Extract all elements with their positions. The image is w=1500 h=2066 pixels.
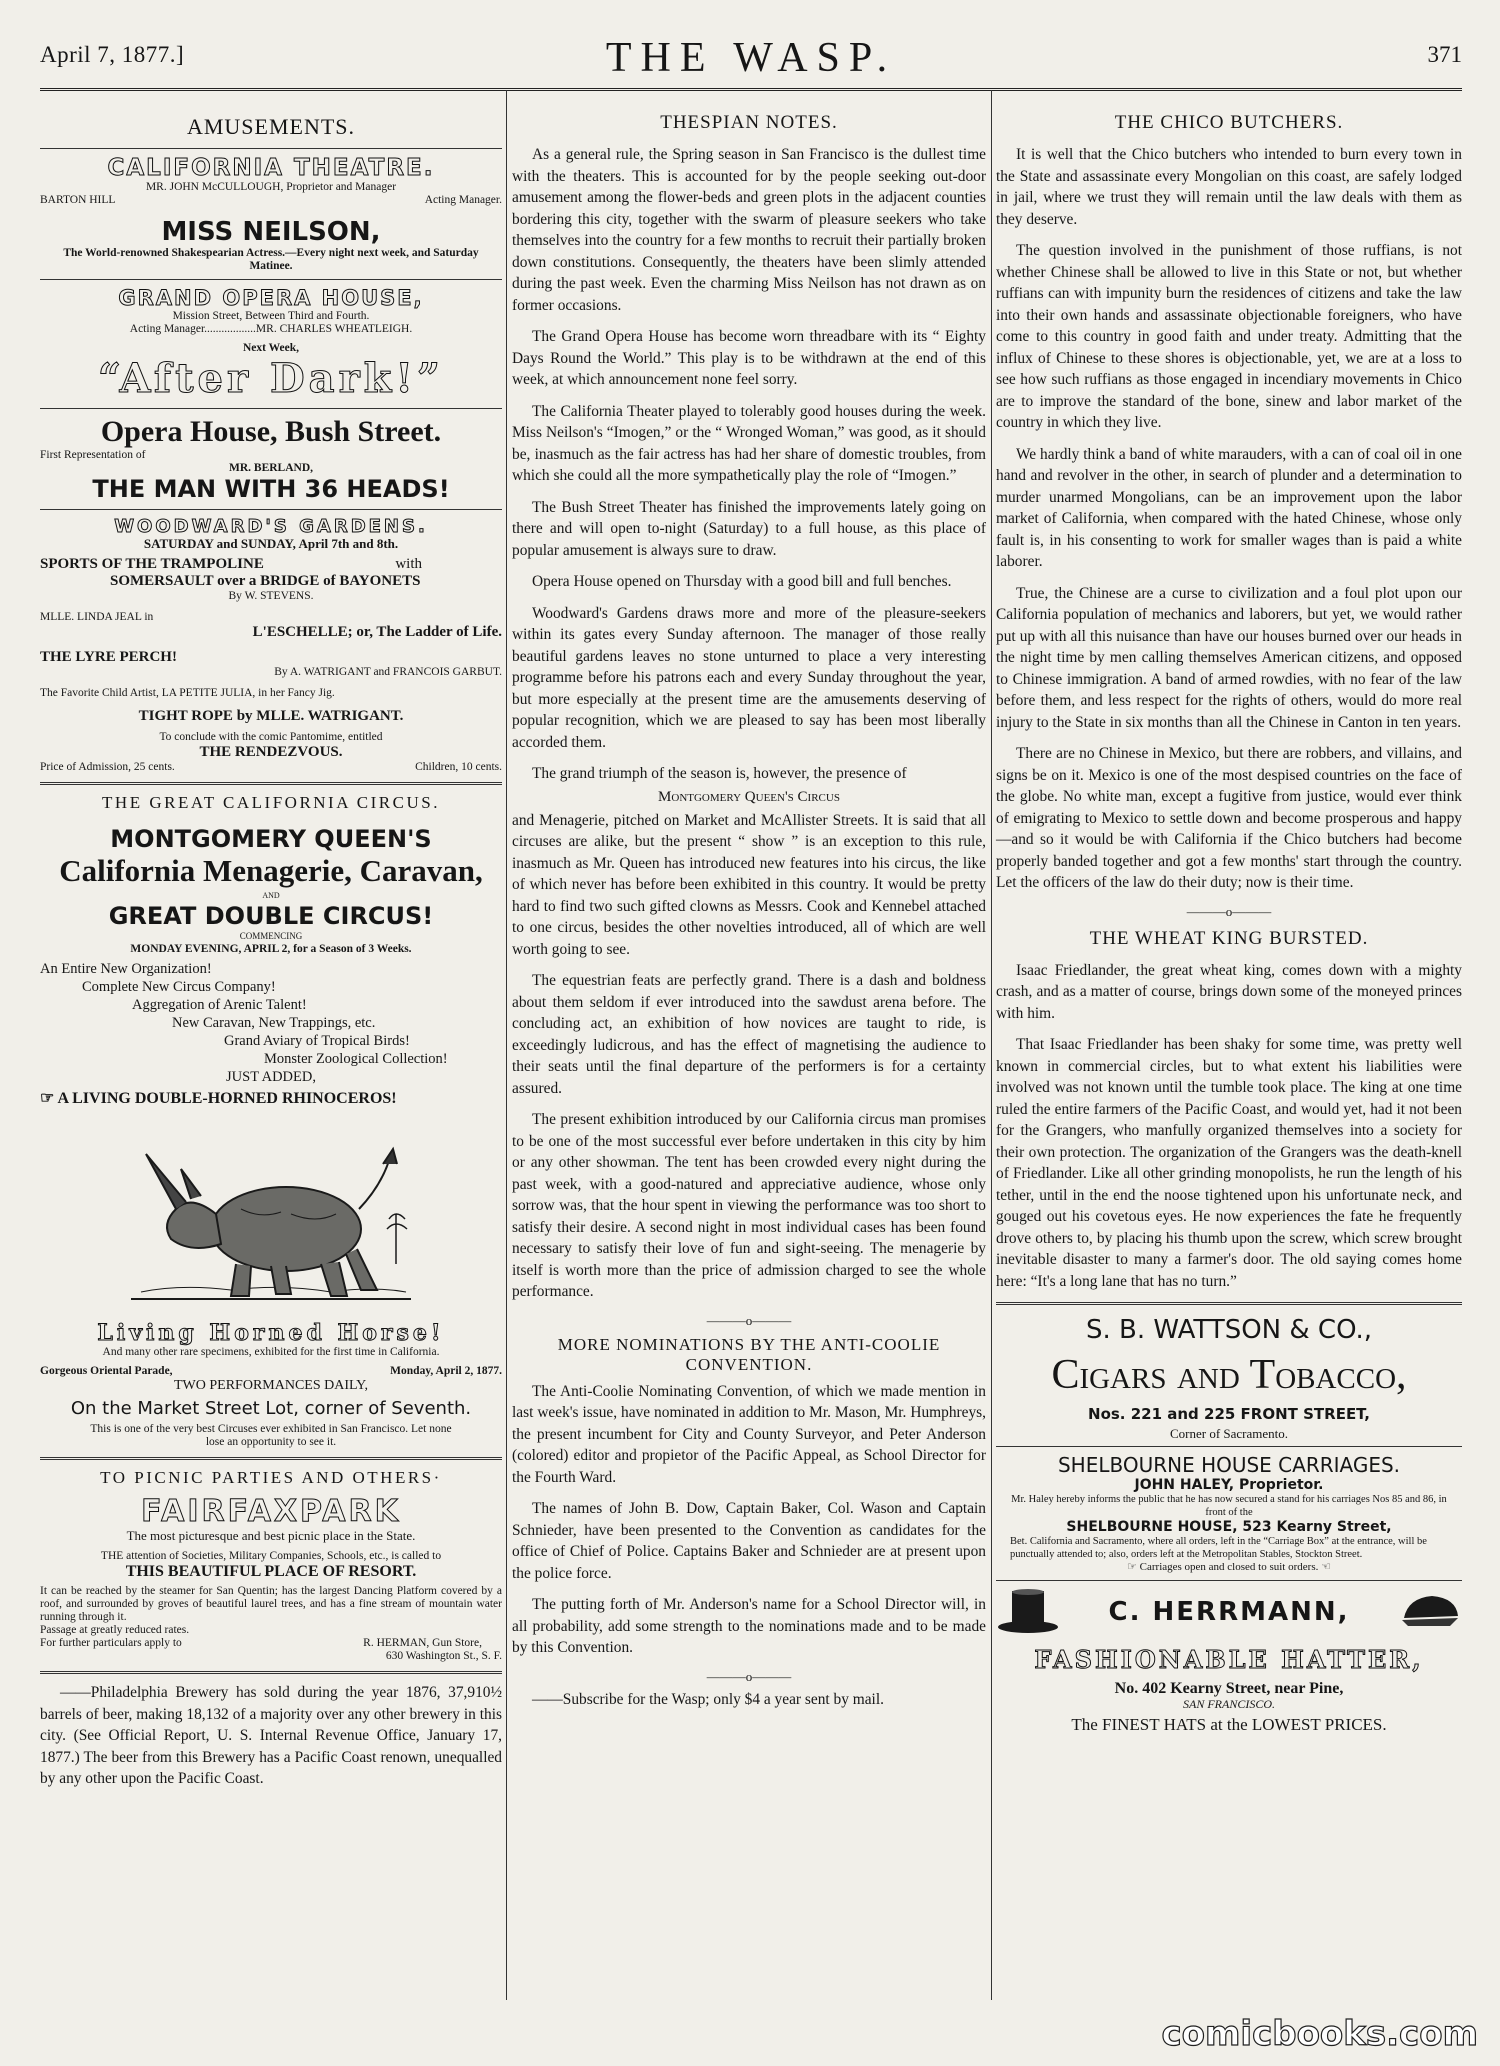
paragraph: The question involved in the punishment of those ruffians, is not whether Chinese shall be allowed to live in this State or not, but whether ruffians can with impunity burn the residences of citizens and take the law into their own hands and assassinate objectionable foreigners, who have come to this country in good faith and under treaty. Admitting that the influx of Chinese to these shores is objectionable, yet, we are at a loss to see how such ruffians as those engaged in incendiary movements in Chico are to improve the standard of the bone, sinew and labor market of the country in which they live. <box>996 242 1462 431</box>
great-double-circus: GREAT DOUBLE CIRCUS! <box>108 902 434 930</box>
market-street-lot: On the Market Street Lot, corner of Seventh. <box>70 1398 472 1419</box>
two-performances: TWO PERFORMANCES DAILY, <box>174 1378 368 1393</box>
grand-manager: Acting Manager..................MR. CHARLES WHEATLEIGH. <box>129 323 413 335</box>
herrmann-name: C. HERRMANN, <box>1108 1597 1350 1627</box>
rare-specimens: And many other rare specimens, exhibited for the first time in California. <box>102 1346 440 1358</box>
paragraph: That Isaac Friedlander has been shaky for some time, was pretty well known in commercial circles, but to what extent his liabilities were involved was not known until the tumble took place. The king at one time ruled the entire farmers of the Pacific Coast, and would yet, had it not been for the Grangers, who manfully organized themselves into a society for their own protection. The organization of the Grangers was the death-knell of Friedlander. Like all other grinding monopolists, he run the length of his tether, until in the end the noose tightened upon his unfortunate neck, and gouged out his covetous eyes. He now experiences the fate he frequently drove others to, by placing his thumb upon the screw, which screw brought inevitable disaster to many a farmer's door. The old saying comes home here: “It's a long lane that has no turn.” <box>996 1036 1462 1290</box>
man-36-heads: THE MAN WITH 36 HEADS! <box>92 475 450 503</box>
list-item: Aggregation of Arenic Talent! <box>132 997 307 1013</box>
picnic-attention: THE attention of Societies, Military Companies, Schools, etc., is called to <box>100 1550 442 1562</box>
manager-role: Acting Manager. <box>424 194 502 206</box>
herrmann-top-row <box>996 1587 1462 1637</box>
opera-house-bush-name: Opera House, Bush Street. <box>100 415 442 448</box>
paragraph: As a general rule, the Spring season in San Francisco is the dullest time with the theaters. This is accounted for by the people seeking out-door amusement among the flower-beds and green plots in the adjacent counties bordering this city, together with the swarm of pleasure seekers who take themselves into the country for a few months to recruit their partially broken down constitutions. Consequently, the theaters have been slimly attended during the past week. Even the charming Miss Neilson has not drawn as on former occasions. <box>512 146 986 314</box>
fashionable-hatter: FASHIONABLE HATTER, <box>1034 1645 1424 1674</box>
list-item: Complete New Circus Company! <box>82 979 276 995</box>
and-word: AND <box>262 891 280 900</box>
paragraph: There are no Chinese in Mexico, but there are robbers, and villains, and signs be on it. Mexico is one of the most despised countries on the face of the globe. No white man, except a fugitive from justice, would ever think of emigrating to Mexico to settle down and become prosperous and happy—and so it would be with California if the Chico butchers had become properly banded together and got a few months' start through the country. Let the officers of the law do their duty; now is their time. <box>996 745 1462 891</box>
manager-name: BARTON HILL <box>40 194 116 206</box>
shelbourne-proprietor: JOHN HALEY, Proprietor. <box>1134 1477 1324 1493</box>
issue-date: April 7, 1877.] <box>40 42 185 67</box>
picnic-sub: The most picturesque and best picnic place in the State. <box>126 1528 416 1543</box>
wattson-corner: Corner of Sacramento. <box>1169 1426 1289 1441</box>
parade-label: Gorgeous Oriental Parade, <box>40 1365 173 1377</box>
somersault-line: SOMERSAULT over a BRIDGE of BAYONETS <box>110 573 421 589</box>
paragraph: The California Theater played to tolerably good houses during the week. Miss Neilson's “Imogen,” or the “ Wronged Woman,” was good, as it should be, inasmuch as the fair actress has had her share of domestic troubles, from which she could all the more sympathetically play the role of “Imogen.” <box>512 402 986 484</box>
paragraph: The grand triumph of the season is, however, the presence of <box>532 765 907 782</box>
stevens-line: By W. STEVENS. <box>228 590 314 602</box>
paragraph: The putting forth of Mr. Anderson's name for a School Director will, in all probability, add some strength to the nominations made and to be made by this Convention. <box>512 1596 986 1656</box>
grand-opera-house-name: GRAND OPERA HOUSE, <box>118 286 424 310</box>
living-horned-horse: Living Horned Horse! <box>97 1320 445 1346</box>
list-item: Monster Zoological Collection! <box>264 1051 448 1067</box>
editorial-column <box>996 104 1462 1735</box>
divider <box>40 1671 502 1674</box>
separator: ———o——— <box>706 1668 792 1684</box>
herrmann-city: SAN FRANCISCO. <box>1183 1697 1275 1711</box>
apply-row <box>40 1637 502 1650</box>
children-price: Children, 10 cents. <box>415 761 502 773</box>
further-particulars: For further particulars apply to <box>40 1637 182 1649</box>
divider <box>996 1302 1462 1305</box>
divider <box>996 1580 1462 1581</box>
woodward-dates: SATURDAY and SUNDAY, April 7th and 8th. <box>143 536 399 551</box>
rhino-headline: ☞ A LIVING DOUBLE-HORNED RHINOCEROS! <box>40 1090 397 1107</box>
finest-hats: The FINEST HATS at the LOWEST PRICES. <box>1071 1715 1387 1734</box>
cigars-tobacco: Cigars and Tobacco, <box>1051 1352 1407 1398</box>
shelbourne-l2: SHELBOURNE HOUSE, 523 Kearny Street, <box>1066 1519 1392 1535</box>
circus-heading: THE GREAT CALIFORNIA CIRCUS. <box>102 793 440 812</box>
pantomime-line: To conclude with the comic Pantomime, entitled <box>159 731 383 743</box>
grand-next-week: Next Week, <box>242 342 299 354</box>
shelbourne-l4: ☞ Carriages open and closed to suit orders. ☜ <box>1127 1561 1331 1573</box>
divider <box>40 279 502 280</box>
montgomery-queens: MONTGOMERY QUEEN'S <box>110 825 432 853</box>
paragraph: Woodward's Gardens draws more and more of the pleasure-seekers within its gates every Sunday afternoon. The manager of those really beautiful gardens leaves no stone unturned to place a very interesting programme before his patrons each and every Sunday throughout the year, but more especially at the present time are the amusements deserving of popular recognition, which we are pleased to say has been most liberally accorded them. <box>512 604 986 751</box>
brewery-note: ——Philadelphia Brewery has sold during the year 1876, 37,910½ barrels of beer, making 18,132 of a majority over any other brewery in this city. (See Official Report, U. S. Internal Revenue Office, January 17, 1877.) The beer from this Brewery has a Pacific Coast renown, unequalled by any other upon the Pacific Coast. <box>40 1684 502 1787</box>
thespian-heading: THESPIAN NOTES. <box>660 112 838 133</box>
divider <box>40 782 502 785</box>
page-number: 371 <box>1427 42 1462 67</box>
cap-icon <box>1398 1590 1462 1634</box>
circus-list <box>40 960 502 1086</box>
paragraph: The equestrian feats are perfectly grand. There is a dash and boldness about them seldom if ever introduced into the sawdust arena before. The concluding act, an exhibition of how novices are taught to ride, is exceedingly ludicrous, and has the effect of magnetising the audience to their seats until the final departure of the performers is for a certainty assured. <box>512 972 986 1097</box>
california-menagerie: California Menagerie, Caravan, <box>59 853 483 888</box>
rendezvous-line: THE RENDEZVOUS. <box>199 744 343 760</box>
source-watermark: comicbooks.com <box>1161 2014 1478 2054</box>
paragraph: and Menagerie, pitched on Market and McAllister Streets. It is said that all circuses are alike, but the present “ show ” is an exception to this rule, inasmuch as Mr. Queen has introduced new features into his circus, the like of which never has before been exhibited in this country. It would be pretty hard to find two such gifted clowns as Messrs. Cook and Kennebel attached to one circus, besides the other novelties introduced, all of which are well worth going to see. <box>512 811 986 958</box>
nominations-heading: MORE NOMINATIONS BY THE ANTI-COOLIE CONVENTION. <box>557 1334 941 1374</box>
trampoline-line: SPORTS OF THE TRAMPOLINE <box>40 556 264 572</box>
divider <box>40 148 502 149</box>
california-manager <box>40 194 502 207</box>
just-added: JUST ADDED, <box>226 1069 316 1085</box>
mr-berland: MR. BERLAND, <box>228 462 313 474</box>
parade-date: Monday, April 2, 1877. <box>390 1365 502 1377</box>
grand-location: Mission Street, Between Third and Fourth. <box>172 310 370 322</box>
list-item: Grand Aviary of Tropical Birds! <box>224 1033 410 1049</box>
separator: ———o——— <box>1186 903 1272 919</box>
paragraph: Isaac Friedlander, the great wheat king, comes down with a mighty crash, and as a matter of course, brings down some of the moneyed princes with him. <box>996 961 1462 1022</box>
paragraph: Opera House opened on Thursday with a good bill and full benches. <box>532 573 952 590</box>
divider <box>996 1446 1462 1447</box>
paragraph: The Bush Street Theater has finished the improvements lately going on there and will open to-night (Saturday) to a full house, as this place of popular amusement is always sure to draw. <box>512 498 986 559</box>
rhinoceros-illustration <box>121 1114 421 1314</box>
paragraph: True, the Chinese are a curse to civilization and a foul plot upon our California population of mechanics and laborers, but yet, we would rather put up with all this nuisance than have our houses burned over our heads in the night time by men calling themselves American citizens, and opposed to Chinese immigration. A band of armed rowdies, with no fear of the law before them, and less respect for the rights of others, would do more real injury to the State in six months than all the Chinese in Canton in ten years. <box>996 584 1462 731</box>
watrigant-line: By A. WATRIGANT and FRANCOIS GARBUT. <box>274 666 502 678</box>
subscribe-note: ——Subscribe for the Wasp; only $4 a year sent by mail. <box>532 1690 884 1708</box>
beautiful-place: THIS BEAUTIFUL PLACE OF RESORT. <box>125 1563 417 1580</box>
herrmann-address: No. 402 Kearny Street, near Pine, <box>1114 1680 1344 1697</box>
paragraph: The present exhibition introduced by our California circus man promises to be one of the most successful ever before undertaken in this city by him or any other showman. The tent has been crowded every night during the past week, with a good-natured and appreciative audience, whose only sorrow was, that the hour spent in viewing the performance was too short to satisfy their desire. A second night in most individual cases has been found necessary to satisfy their love of fun and sight-seeing. The menagerie by itself is worth more than the price of admission charged to see the whole performance. <box>512 1111 986 1300</box>
separator: ———o——— <box>706 1312 792 1328</box>
admission-price: Price of Admission, 25 cents. <box>40 761 175 773</box>
column-divider <box>991 90 992 2000</box>
page-header <box>40 34 1462 84</box>
masthead-title: THE WASP. <box>605 35 897 81</box>
shelbourne-l3: Bet. California and Sacramento, where all orders, left in the “Carriage Box” at the entrance, will be punctually attended to; also, orders left at the Metropolitan Stables, Stockton Street. <box>1010 1536 1427 1560</box>
chico-heading: THE CHICO BUTCHERS. <box>1114 112 1344 133</box>
paragraph: It is well that the Chico butchers who intended to burn every town in the State and assassinate every Mongolian on this coast, are safely lodged in jail, where we trust they will remain until the law deals with them as they deserve. <box>996 146 1462 228</box>
california-theatre-name: CALIFORNIA THEATRE. <box>107 155 435 181</box>
thespian-column <box>512 104 986 1720</box>
california-proprietor: MR. JOHN McCULLOUGH, Proprietor and Manager <box>145 181 397 193</box>
tight-rope-line: TIGHT ROPE by MLLE. WATRIGANT. <box>138 708 404 724</box>
amusements-heading: AMUSEMENTS. <box>186 114 356 139</box>
lyre-perch-line: THE LYRE PERCH! <box>40 649 177 665</box>
woodward-program <box>40 556 502 774</box>
header-rule <box>40 88 1462 91</box>
paragraph: The Anti-Coolie Nominating Convention, of which we made mention in last week's issue, have nominated in addition to Mr. Mason, Mr. Humphreys, the present incumbent for City and County Surveyor, and Peter Anderson (colored) editor and propietor of the Pacific Appeal, as School Director for the Fourth Ward. <box>512 1382 986 1486</box>
divider <box>40 1457 502 1460</box>
shelbourne-l1: Mr. Haley hereby informs the public that he has now secured a stand for his carriages Nos 85 and 86, in front of the <box>1011 1494 1447 1518</box>
picnic-desc: It can be reached by the steamer for San Quentin; has the largest Dancing Platform covered by a roof, and surrounded by groves of beautiful laurel trees, and has a fine stream of mountain water running through it. <box>40 1585 502 1623</box>
jeal-line: MLLE. LINDA JEAL in <box>40 611 154 623</box>
wattson-address: Nos. 221 and 225 FRONT STREET, <box>1088 1405 1370 1423</box>
mq-circus-line: Montgomery Queen's Circus <box>658 788 840 805</box>
column-divider <box>506 90 507 2000</box>
first-representation: First Representation of <box>40 449 146 461</box>
woodwards-gardens-name: WOODWARD'S GARDENS. <box>114 516 428 537</box>
list-item: New Caravan, New Trappings, etc. <box>172 1015 376 1031</box>
divider <box>40 408 502 409</box>
paragraph: We hardly think a band of white marauders, with a can of coal oil in one hand and revolver in the other, in search of plunder and a determination to murder unarmed Mongolians, can be an improvement upon the labor market of California, when compared with the hated Chinese, whose only fault is, in his consenting to work for smaller wages than is paid a white laborer. <box>996 445 1462 570</box>
paragraph: The names of John B. Dow, Captain Baker, Col. Wason and Captain Schnieder, have been presented to the Convention as candidates for the office of Chief of Police. Captains Baker and Schnieder are at present upon the police force. <box>512 1500 986 1582</box>
wattson-name: S. B. WATTSON & CO., <box>1085 1315 1373 1345</box>
agent-name: R. HERMAN, Gun Store, <box>363 1637 482 1649</box>
agent-address: 630 Washington St., S. F. <box>385 1650 502 1662</box>
list-item: An Entire New Organization! <box>40 961 212 977</box>
with-word: with <box>395 556 422 572</box>
ladder-line: L'ESCHELLE; or, The Ladder of Life. <box>252 624 502 640</box>
petite-julia-line: The Favorite Child Artist, LA PETITE JULIA, in her Fancy Jig. <box>40 687 335 699</box>
shelbourne-heading: SHELBOURNE HOUSE CARRIAGES. <box>1057 1453 1401 1477</box>
divider <box>40 509 502 510</box>
picnic-heading: TO PICNIC PARTIES AND OTHERS· <box>100 1468 442 1487</box>
commencing: COMMENCING <box>239 931 303 941</box>
top-hat-icon <box>996 1587 1060 1637</box>
after-dark-title: “After Dark!” <box>98 355 444 402</box>
miss-neilson: MISS NEILSON, <box>161 217 381 247</box>
paragraph: The Grand Opera House has become worn threadbare with its “ Eighty Days Round the World.” This play is to be withdrawn at the end of this week, at which announcement none feel sorry. <box>512 328 986 388</box>
wheat-heading: THE WHEAT KING BURSTED. <box>1089 927 1369 949</box>
passage: Passage at greatly reduced rates. <box>40 1624 190 1636</box>
admission-row <box>40 761 502 774</box>
parade-row <box>40 1365 502 1378</box>
fairfax-park: FAIRFAXPARK <box>141 1494 401 1529</box>
amusements-column <box>40 104 502 1800</box>
circus-note: This is one of the very best Circuses ever exhibited in San Francisco. Let none lose an opportunity to see it. <box>90 1423 452 1448</box>
neilson-desc: The World-renowned Shakespearian Actress.—Every night next week, and Saturday Matinee. <box>63 247 479 272</box>
monday-evening: MONDAY EVENING, APRIL 2, for a Season of 3 Weeks. <box>130 943 412 955</box>
